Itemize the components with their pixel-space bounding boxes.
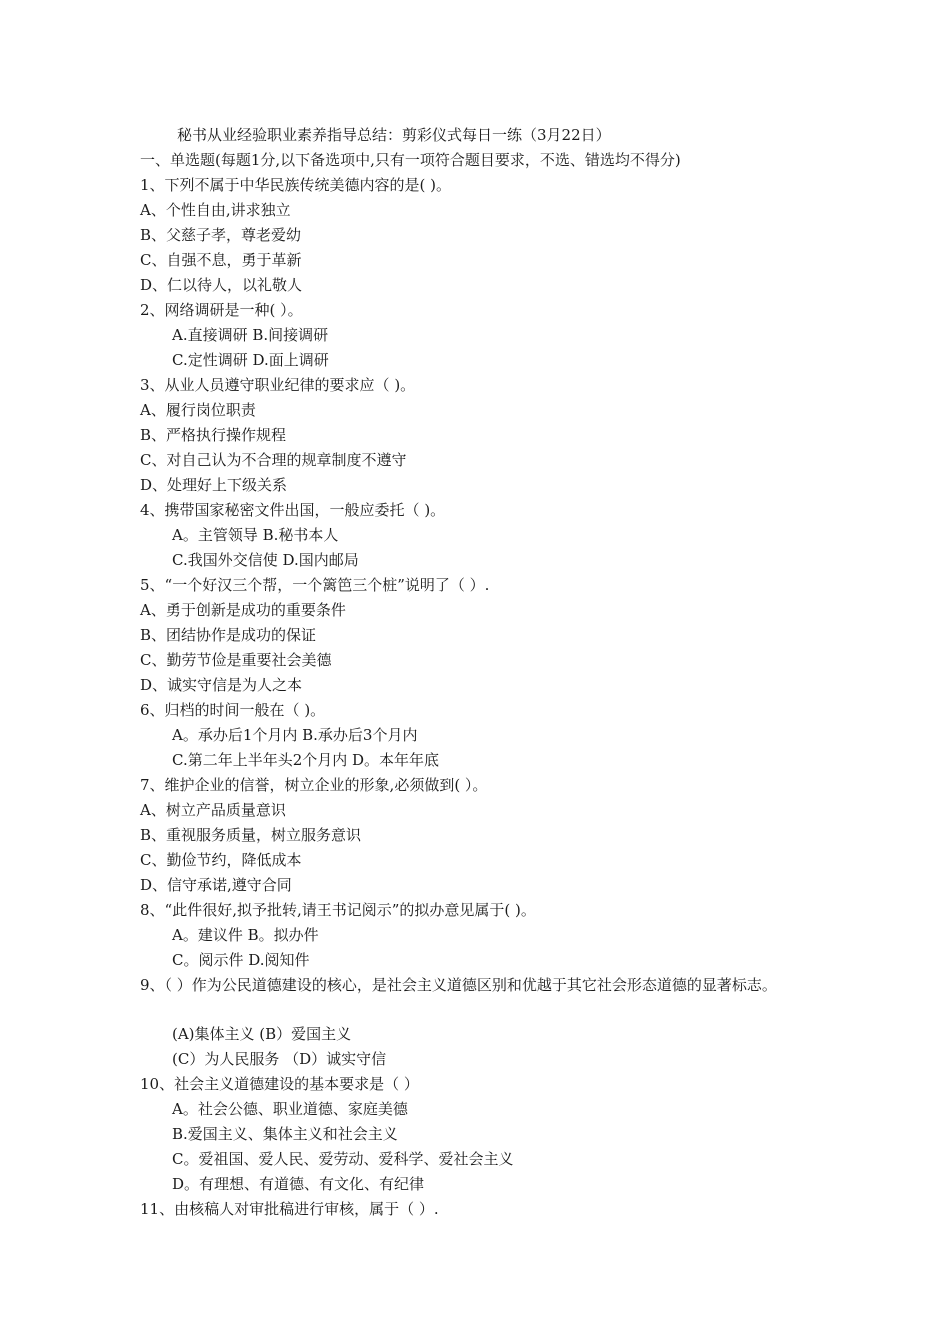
question-4-stem: 4、携带国家秘密文件出国，一般应委托（ )。: [140, 501, 446, 519]
question-5-option-c: C、勤劳节俭是重要社会美德: [140, 651, 332, 669]
question-2-options-ab: A.直接调研 B.间接调研: [172, 326, 329, 344]
question-1-option-b: B、父慈子孝，尊老爱幼: [140, 226, 302, 244]
question-6-options-ab: A。承办后1个月内 B.承办后3个月内: [172, 726, 418, 744]
question-10-option-d: D。有理想、有道德、有文化、有纪律: [172, 1175, 425, 1193]
question-7-option-d: D、信守承诺,遵守合同: [140, 876, 292, 894]
question-5-option-d: D、诚实守信是为人之本: [140, 676, 303, 694]
question-4-options-cd: C.我国外交信使 D.国内邮局: [172, 551, 359, 569]
question-9-options-ab: (A)集体主义 (B）爱国主义: [172, 1025, 352, 1043]
question-10-option-c: C。爱祖国、爱人民、爱劳动、爱科学、爱社会主义: [172, 1150, 514, 1168]
question-4-options-ab: A。主管领导 B.秘书本人: [172, 526, 339, 544]
question-1-option-c: C、自强不息，勇于革新: [140, 251, 302, 269]
question-8-options-ab: A。建议件 B。拟办件: [172, 926, 319, 944]
question-7-option-a: A、树立产品质量意识: [140, 801, 286, 819]
question-8-options-cd: C。阅示件 D.阅知件: [172, 951, 310, 969]
question-5-stem: 5、“一个好汉三个帮，一个篱笆三个桩”说明了（ ）.: [140, 576, 490, 594]
question-7-stem: 7、维护企业的信誉，树立企业的形象,必须做到( ）。: [140, 776, 488, 794]
question-5-option-b: B、团结协作是成功的保证: [140, 626, 317, 644]
question-3-option-d: D、处理好上下级关系: [140, 476, 288, 494]
question-3-option-a: A、履行岗位职责: [140, 401, 256, 419]
question-5-option-a: A、勇于创新是成功的重要条件: [140, 601, 346, 619]
question-10-option-b: B.爱国主义、集体主义和社会主义: [172, 1125, 398, 1143]
section-header: 一、单选题(每题1分,以下备选项中,只有一项符合题目要求，不选、错选均不得分): [140, 151, 681, 169]
question-11-stem: 11、由核稿人对审批稿进行审核，属于（ ）.: [140, 1200, 439, 1218]
question-9-options-cd: (C）为人民服务 （D）诚实守信: [172, 1050, 387, 1068]
question-3-option-c: C、对自己认为不合理的规章制度不遵守: [140, 451, 407, 469]
page-title: 秘书从业经验职业素养指导总结：剪彩仪式每日一练（3月22日）: [177, 126, 611, 144]
question-8-stem: 8、“此件很好,拟予批转,请王书记阅示”的拟办意见属于( )。: [140, 901, 536, 919]
question-1-option-a: A、个性自由,讲求独立: [140, 201, 291, 219]
question-2-options-cd: C.定性调研 D.面上调研: [172, 351, 329, 369]
question-9-stem: 9、（ ）作为公民道德建设的核心，是社会主义道德区别和优越于其它社会形态道德的显著标志。: [140, 976, 777, 994]
question-6-options-cd: C.第二年上半年头2个月内 D。本年年底: [172, 751, 440, 769]
question-10-option-a: A。社会公德、职业道德、家庭美德: [172, 1100, 408, 1118]
question-1-option-d: D、仁以待人，以礼敬人: [140, 276, 303, 294]
question-6-stem: 6、归档的时间一般在（ )。: [140, 701, 326, 719]
question-7-option-b: B、重视服务质量，树立服务意识: [140, 826, 362, 844]
question-3-stem: 3、从业人员遵守职业纪律的要求应（ )。: [140, 376, 416, 394]
question-7-option-c: C、勤俭节约，降低成本: [140, 851, 302, 869]
question-1-stem: 1、下列不属于中华民族传统美德内容的是( )。: [140, 176, 452, 194]
question-2-stem: 2、网络调研是一种( ）。: [140, 301, 303, 319]
question-10-stem: 10、社会主义道德建设的基本要求是（ ）: [140, 1075, 419, 1093]
question-3-option-b: B、严格执行操作规程: [140, 426, 287, 444]
